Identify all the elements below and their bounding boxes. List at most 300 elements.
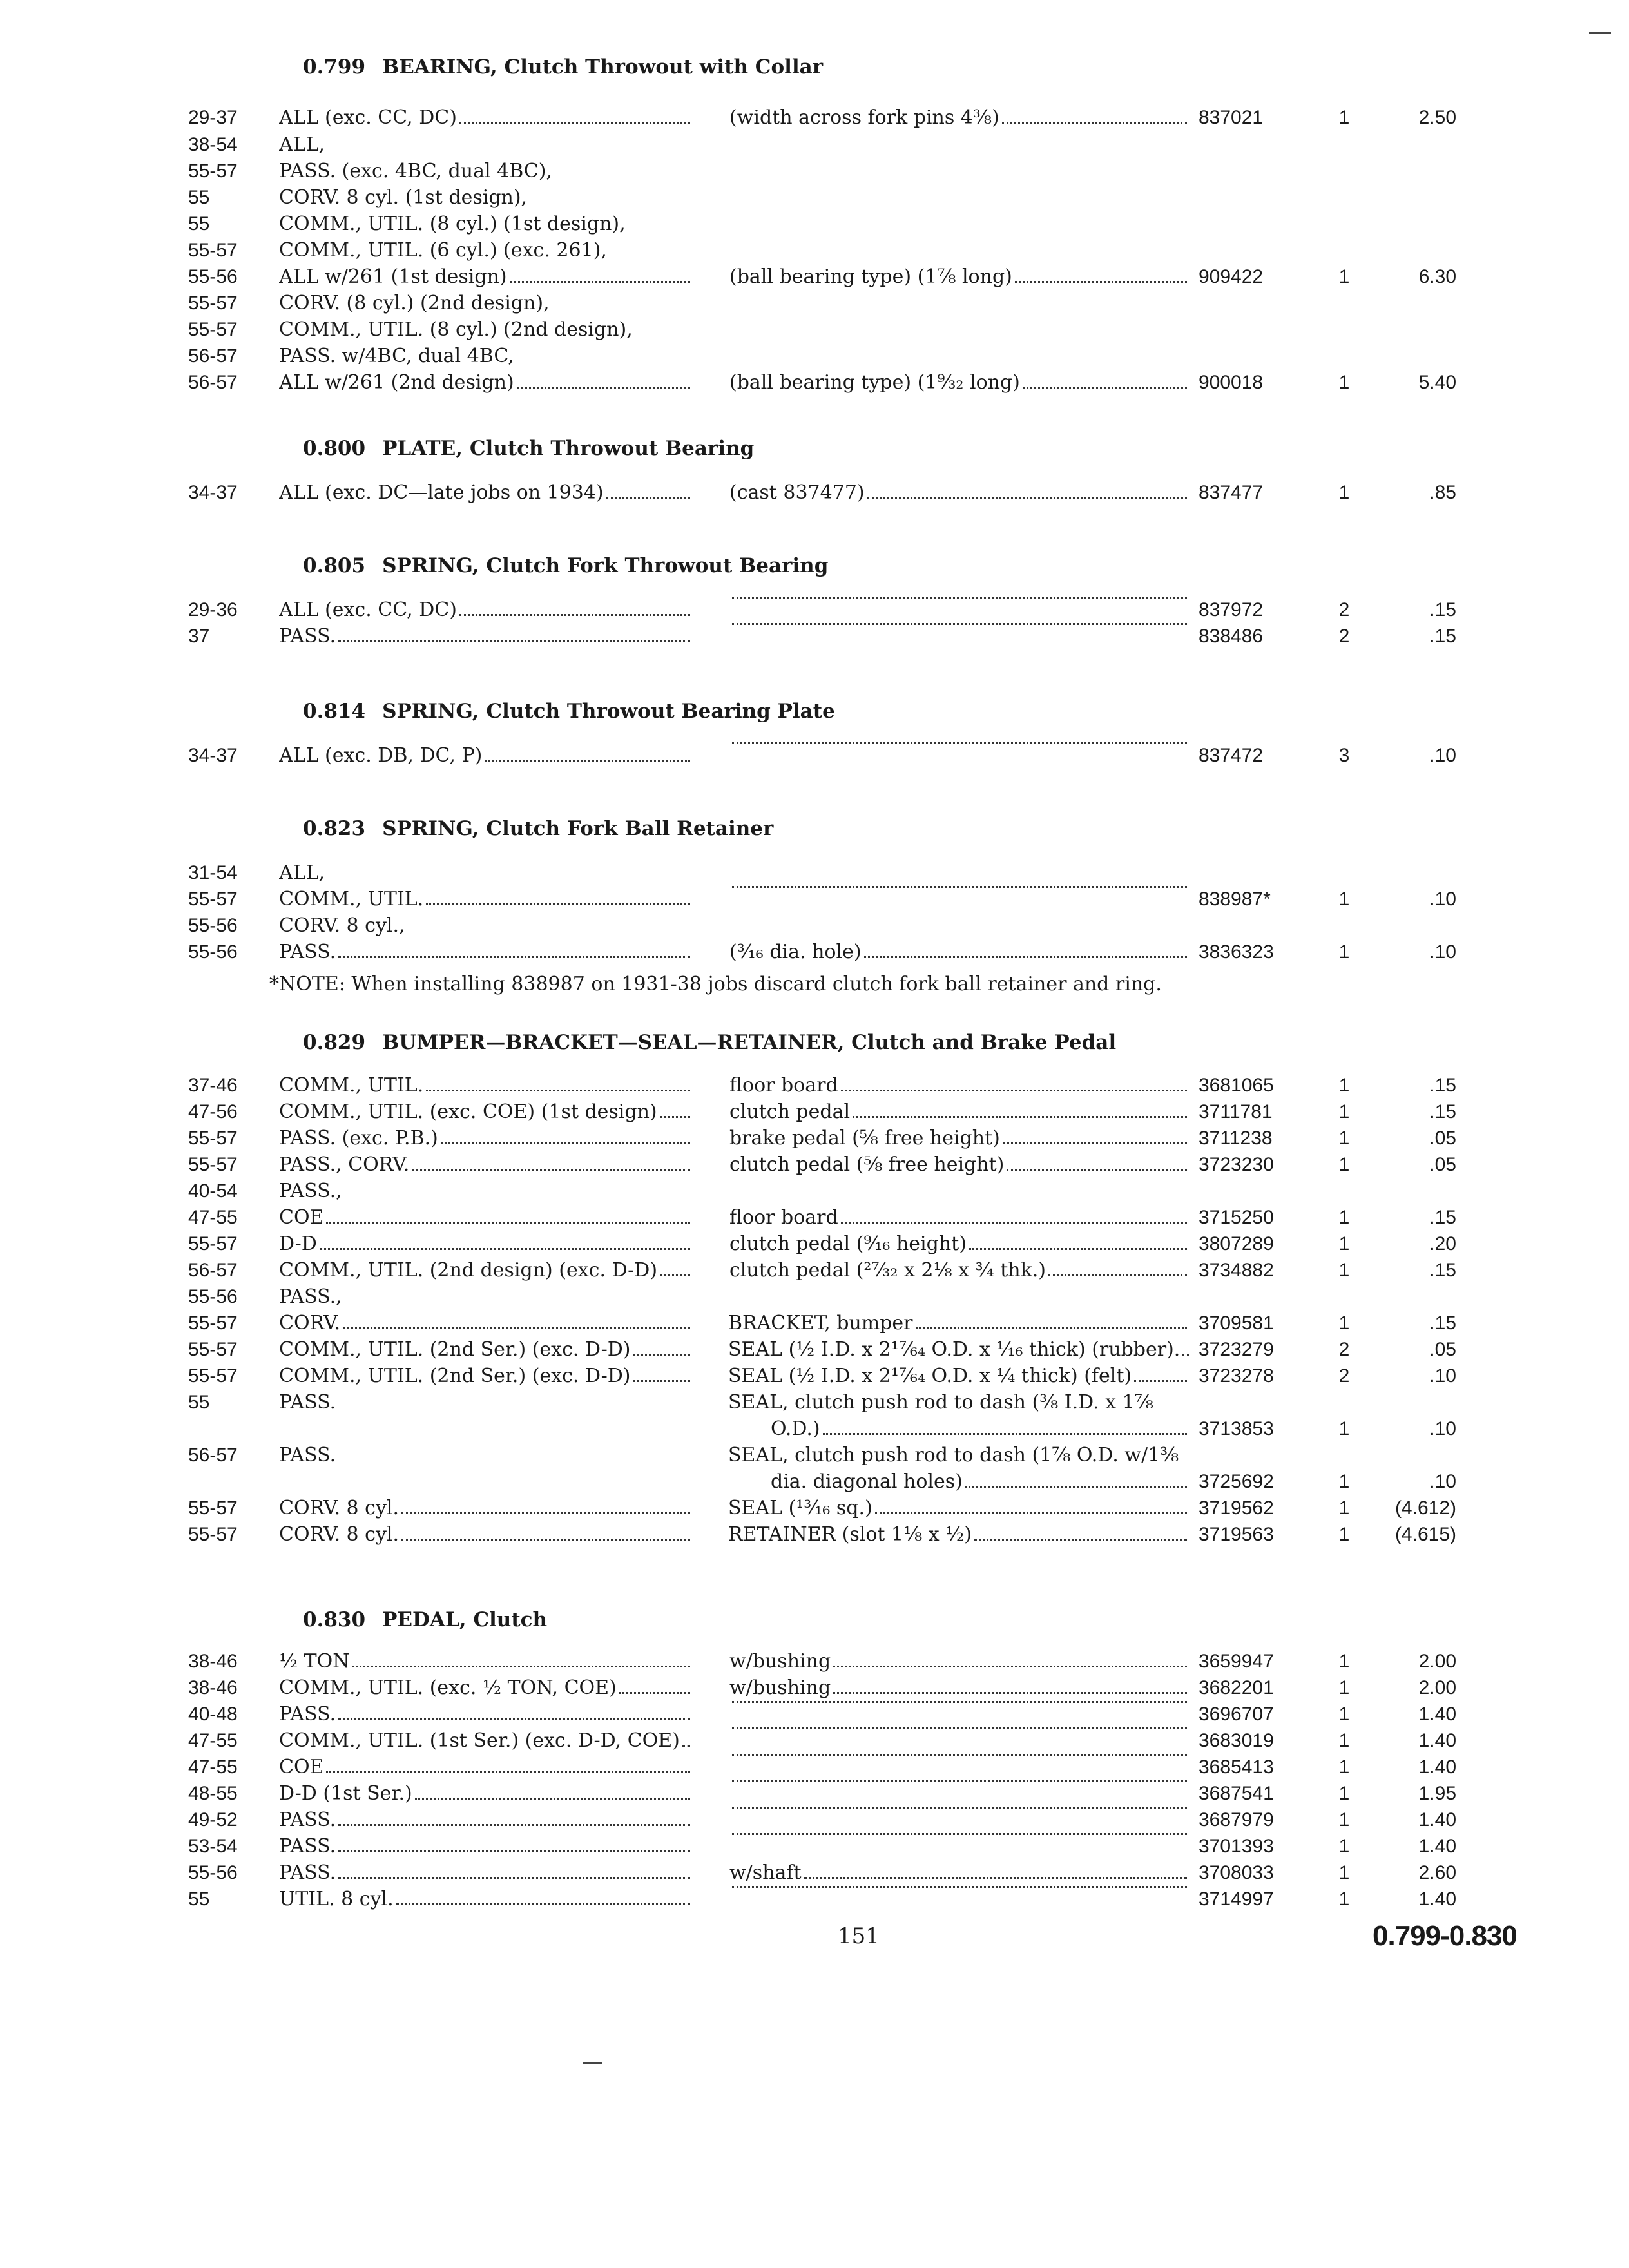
part-number-cell (1199, 343, 1320, 369)
model-cell-text: PASS. (279, 941, 336, 963)
section-title: PLATE, Clutch Throwout Bearing (382, 437, 755, 460)
table-row (0, 1807, 1629, 1833)
section-number: 0.800 (303, 437, 366, 460)
table-row (0, 1442, 1629, 1468)
part-number-cell: 837477 (1199, 482, 1264, 503)
price-cell: 2.50 (1418, 107, 1456, 128)
model-cell (279, 623, 693, 649)
quantity-cell: 1 (1338, 1128, 1350, 1149)
model-cell-text: COE (279, 1206, 324, 1229)
model-cell (279, 1675, 693, 1701)
table-row (0, 1072, 1629, 1099)
part-number-cell: 3709581 (1199, 1312, 1274, 1334)
description-cell (728, 1336, 1190, 1363)
model-cell (279, 264, 693, 290)
part-number-cell: 3715250 (1199, 1207, 1274, 1228)
description-cell (729, 886, 1190, 912)
part-number-cell (1199, 131, 1320, 158)
price-cell: (4.615) (1394, 1524, 1456, 1545)
model-cell-text: COMM., UTIL. (exc. ½ TON, COE) (279, 1677, 617, 1699)
model-cell (279, 1495, 693, 1521)
years-cell: 56-57 (188, 345, 238, 367)
description-cell (729, 1807, 1190, 1833)
price-cell (1385, 211, 1456, 237)
quantity-cell: 1 (1338, 1260, 1350, 1281)
description-cell (729, 1151, 1190, 1178)
price-cell: 1.95 (1418, 1783, 1456, 1804)
price-cell (1385, 184, 1456, 211)
model-cell: PASS., (279, 1285, 342, 1308)
part-number-cell: 3711238 (1199, 1128, 1273, 1149)
description-cell (771, 1416, 1190, 1442)
part-number-cell: 3714997 (1199, 1888, 1274, 1910)
description-cell (729, 104, 1190, 131)
table-row (0, 623, 1629, 649)
description-cell (729, 1860, 1190, 1886)
model-cell (279, 1860, 693, 1886)
section-heading (303, 812, 773, 845)
model-cell-text: ALL (exc. DC—late jobs on 1934) (279, 481, 604, 504)
description-cell (729, 1257, 1190, 1283)
section-number: 0.814 (303, 700, 366, 723)
model-cell: PASS. (279, 1391, 336, 1414)
description-cell (729, 1675, 1190, 1701)
model-cell: COMM., UTIL. (8 cyl.) (1st design), (279, 213, 626, 235)
years-cell: 55-57 (188, 160, 238, 182)
table-row (0, 1257, 1629, 1283)
price-cell (1385, 290, 1456, 316)
price-cell: .05 (1429, 1154, 1456, 1175)
model-cell-text: PASS., CORV. (279, 1153, 410, 1176)
years-cell: 55-57 (188, 1312, 238, 1334)
model-cell: PASS. w/4BC, dual 4BC, (279, 345, 514, 367)
model-cell (279, 1231, 693, 1257)
model-cell (279, 1833, 693, 1860)
years-cell: 55-57 (188, 889, 238, 910)
part-number-cell: 837021 (1199, 107, 1264, 128)
price-cell: .15 (1429, 1260, 1456, 1281)
part-number-cell: 900018 (1199, 372, 1264, 393)
part-number-cell: 3734882 (1199, 1260, 1274, 1281)
model-cell (279, 1807, 693, 1833)
table-row (0, 1886, 1629, 1912)
years-cell: 55 (188, 187, 210, 208)
part-number-cell: 3807289 (1199, 1233, 1274, 1254)
quantity-cell: 3 (1338, 745, 1350, 766)
quantity-cell (1331, 912, 1357, 939)
part-number-cell: 3687979 (1199, 1809, 1274, 1831)
part-number-cell (1199, 158, 1320, 184)
years-cell (188, 1416, 275, 1442)
description-cell-text: clutch pedal (729, 1100, 851, 1123)
quantity-cell: 1 (1338, 1730, 1350, 1751)
description-cell-text: clutch pedal (⅝ free height) (729, 1153, 1005, 1176)
quantity-cell: 1 (1338, 1862, 1350, 1883)
description-cell-text: clutch pedal (⁹⁄₁₆ height) (729, 1233, 967, 1255)
quantity-cell: 2 (1338, 626, 1350, 647)
quantity-cell (1331, 1283, 1357, 1310)
years-cell (188, 1468, 275, 1495)
years-cell: 38-46 (188, 1677, 238, 1698)
table-row (0, 104, 1629, 131)
price-cell: 2.00 (1418, 1677, 1456, 1698)
quantity-cell (1331, 184, 1357, 211)
description-cell (729, 597, 1190, 623)
description-cell-text: (³⁄₁₆ dia. hole) (729, 941, 862, 963)
price-cell (1385, 1178, 1456, 1204)
table-row (0, 1099, 1629, 1125)
years-cell: 55-57 (188, 293, 238, 314)
part-number-cell: 3723278 (1199, 1365, 1274, 1387)
description-cell (729, 1886, 1190, 1912)
table-row (0, 184, 1629, 211)
years-cell: 55 (188, 213, 210, 235)
model-cell (279, 104, 693, 131)
quantity-cell: 2 (1338, 1365, 1350, 1387)
model-cell-text: PASS. (279, 1809, 336, 1831)
quantity-cell: 1 (1338, 1075, 1350, 1096)
years-cell: 40-48 (188, 1704, 238, 1725)
table-row (0, 1416, 1629, 1442)
model-cell-text: PASS. (279, 1703, 336, 1725)
price-cell: 5.40 (1418, 372, 1456, 393)
quantity-cell: 1 (1338, 1207, 1350, 1228)
model-cell-text: PASS. (279, 1835, 336, 1858)
description-cell-text: floor board (729, 1074, 838, 1097)
description-cell-text: (ball bearing type) (1⅞ long) (729, 265, 1012, 288)
price-cell: .10 (1429, 1471, 1456, 1492)
model-cell (279, 742, 693, 769)
part-number-cell (1199, 860, 1320, 886)
description-cell (729, 623, 1190, 649)
description-cell-text: SEAL (½ I.D. x 2¹⁷⁄₆₄ O.D. x ¼ thick) (felt) (728, 1365, 1132, 1387)
model-cell: ALL, (279, 133, 325, 156)
description-cell-text: floor board (729, 1206, 838, 1229)
quantity-cell (1331, 1442, 1357, 1468)
section-number: 0.830 (303, 1608, 366, 1631)
description-cell (771, 1468, 1190, 1495)
price-cell (1385, 316, 1456, 343)
years-cell: 55-57 (188, 1154, 238, 1175)
quantity-cell: 2 (1338, 599, 1350, 620)
price-cell: .10 (1429, 745, 1456, 766)
description-cell-text: (ball bearing type) (1⁹⁄₃₂ long) (729, 371, 1020, 394)
years-cell: 55-57 (188, 1128, 238, 1149)
price-cell: .15 (1429, 1075, 1456, 1096)
quantity-cell: 1 (1338, 1783, 1350, 1804)
years-cell: 56-57 (188, 1260, 238, 1281)
table-row (0, 860, 1629, 886)
price-cell: 1.40 (1418, 1730, 1456, 1751)
part-number-cell: 3836323 (1199, 941, 1274, 963)
part-number-cell: 838987* (1199, 889, 1271, 910)
quantity-cell (1331, 237, 1357, 264)
description-cell (729, 1099, 1190, 1125)
description-cell-text: (cast 837477) (729, 481, 865, 504)
section-title: BUMPER—BRACKET—SEAL—RETAINER, Clutch and Brake Pedal (382, 1031, 1117, 1054)
years-cell: 53-54 (188, 1836, 238, 1857)
part-number-cell: 3713853 (1199, 1418, 1274, 1439)
part-number-cell (1199, 290, 1320, 316)
model-cell (279, 1363, 693, 1389)
quantity-cell (1331, 860, 1357, 886)
table-row (0, 158, 1629, 184)
table-row (0, 742, 1629, 769)
price-cell: .20 (1429, 1233, 1456, 1254)
part-number-cell: 3723230 (1199, 1154, 1274, 1175)
model-cell (279, 1701, 693, 1727)
model-cell-text: COMM., UTIL. (1st Ser.) (exc. D-D, COE) (279, 1729, 680, 1752)
description-cell (729, 1204, 1190, 1231)
years-cell: 55-56 (188, 266, 238, 287)
years-cell: 38-46 (188, 1651, 238, 1672)
price-cell: .05 (1429, 1339, 1456, 1360)
model-cell-text: ALL w/261 (2nd design) (279, 371, 514, 394)
description-cell (729, 1754, 1190, 1780)
model-cell-text: COMM., UTIL. (2nd Ser.) (exc. D-D) (279, 1365, 631, 1387)
quantity-cell: 1 (1338, 941, 1350, 963)
section-number: 0.799 (303, 55, 366, 79)
model-cell-text: COMM., UTIL. (2nd Ser.) (exc. D-D) (279, 1338, 631, 1361)
price-cell (1385, 131, 1456, 158)
quantity-cell: 1 (1338, 889, 1350, 910)
part-number-cell: 3685413 (1199, 1756, 1274, 1778)
table-row (0, 1310, 1629, 1336)
description-cell (729, 742, 1190, 769)
part-number-cell: 3725692 (1199, 1471, 1274, 1492)
model-cell (279, 1099, 693, 1125)
part-number-cell: 3719563 (1199, 1524, 1274, 1545)
part-number-cell: 3683019 (1199, 1730, 1274, 1751)
model-cell-text: CORV. (279, 1312, 341, 1334)
part-number-cell (1199, 237, 1320, 264)
model-cell-text: ALL (exc. DB, DC, P) (279, 744, 483, 767)
quantity-cell (1331, 158, 1357, 184)
model-cell-text: COMM., UTIL. (exc. COE) (1st design) (279, 1100, 657, 1123)
quantity-cell (1331, 1178, 1357, 1204)
description-cell-text: (width across fork pins 4⅜) (729, 106, 999, 129)
section-number: 0.823 (303, 817, 366, 840)
quantity-cell: 1 (1338, 266, 1350, 287)
part-number-cell: 3687541 (1199, 1783, 1274, 1804)
quantity-cell: 1 (1338, 1154, 1350, 1175)
table-row (0, 1727, 1629, 1754)
years-cell: 55-56 (188, 915, 238, 936)
model-cell (279, 1257, 693, 1283)
quantity-cell: 1 (1338, 1704, 1350, 1725)
description-cell-text: SEAL (½ I.D. x 2¹⁷⁄₆₄ O.D. x ¹⁄₁₆ thick) (rubber). (728, 1338, 1181, 1361)
model-cell (279, 479, 693, 506)
model-cell: PASS. (279, 1444, 336, 1466)
part-number-cell: 909422 (1199, 266, 1264, 287)
model-cell (279, 1521, 693, 1548)
part-number-cell (1199, 211, 1320, 237)
quantity-cell: 1 (1338, 1233, 1350, 1254)
model-cell (279, 886, 693, 912)
quantity-cell (1331, 316, 1357, 343)
table-row (0, 1468, 1629, 1495)
price-cell (1385, 158, 1456, 184)
years-cell: 55-56 (188, 941, 238, 963)
price-cell: .10 (1429, 1418, 1456, 1439)
price-cell (1385, 1389, 1456, 1416)
table-row (0, 1833, 1629, 1860)
table-row (0, 1178, 1629, 1204)
quantity-cell (1331, 1389, 1357, 1416)
part-number-cell: 3681065 (1199, 1075, 1274, 1096)
section-number: 0.805 (303, 554, 366, 577)
years-cell: 47-56 (188, 1101, 238, 1122)
years-cell: 47-55 (188, 1730, 238, 1751)
description-cell-text: brake pedal (⅝ free height) (729, 1127, 1000, 1149)
section-heading (303, 695, 835, 728)
quantity-cell: 1 (1338, 1418, 1350, 1439)
table-row (0, 369, 1629, 396)
years-cell: 34-37 (188, 745, 238, 766)
model-cell-text: COMM., UTIL. (279, 1074, 424, 1097)
description-cell-text: w/bushing (729, 1677, 831, 1699)
price-cell: .05 (1429, 1128, 1456, 1149)
years-cell: 55-56 (188, 1862, 238, 1883)
model-cell-text: UTIL. 8 cyl. (279, 1888, 394, 1910)
model-cell-text: COE (279, 1756, 324, 1778)
model-cell-text: ALL (exc. CC, DC) (279, 599, 457, 621)
description-cell-text: SEAL (¹³⁄₁₆ sq.) (728, 1497, 872, 1519)
years-cell: 55-57 (188, 319, 238, 340)
table-row (0, 1204, 1629, 1231)
quantity-cell (1331, 211, 1357, 237)
part-number-cell: 3723279 (1199, 1339, 1274, 1360)
years-cell: 49-52 (188, 1809, 238, 1831)
table-row (0, 1231, 1629, 1257)
model-cell: COMM., UTIL. (6 cyl.) (exc. 261), (279, 239, 607, 262)
part-number-cell: 3682201 (1199, 1677, 1274, 1698)
table-row (0, 1860, 1629, 1886)
model-cell: COMM., UTIL. (8 cyl.) (2nd design), (279, 318, 633, 341)
section-heading (303, 549, 828, 582)
table-row (0, 1675, 1629, 1701)
quantity-cell: 1 (1338, 107, 1350, 128)
part-number-cell (1199, 184, 1320, 211)
table-row (0, 1125, 1629, 1151)
model-cell (279, 1780, 693, 1807)
table-row (0, 1780, 1629, 1807)
table-row (0, 479, 1629, 506)
model-cell (279, 1886, 693, 1912)
model-cell-text: D-D (1st Ser.) (279, 1782, 412, 1805)
price-cell: 1.40 (1418, 1836, 1456, 1857)
table-row (0, 912, 1629, 939)
price-cell: .15 (1429, 626, 1456, 647)
table-row (0, 1363, 1629, 1389)
table-row (0, 1389, 1629, 1416)
table-row (0, 237, 1629, 264)
table-row (0, 343, 1629, 369)
years-cell: 55-57 (188, 1524, 238, 1545)
description-cell (729, 1701, 1190, 1727)
model-cell: CORV. 8 cyl., (279, 914, 405, 937)
model-cell (279, 597, 693, 623)
quantity-cell: 1 (1338, 1497, 1350, 1519)
table-row (0, 1648, 1629, 1675)
price-cell: 2.60 (1418, 1862, 1456, 1883)
model-cell: PASS., (279, 1180, 342, 1202)
price-cell (1385, 912, 1456, 939)
years-cell: 29-37 (188, 107, 238, 128)
part-number-cell (1199, 912, 1320, 939)
model-cell-text: PASS. (279, 1861, 336, 1884)
quantity-cell: 1 (1338, 1524, 1350, 1545)
table-row (0, 1151, 1629, 1178)
price-cell: .15 (1429, 1101, 1456, 1122)
description-cell-text: clutch pedal (²⁷⁄₃₂ x 2⅛ x ¾ thk.) (729, 1259, 1046, 1282)
description-cell (729, 1833, 1190, 1860)
model-cell-text: D-D (279, 1233, 317, 1255)
section-title: PEDAL, Clutch (382, 1608, 548, 1631)
quantity-cell: 1 (1338, 1101, 1350, 1122)
description-cell-text: BRACKET, bumper (728, 1312, 913, 1334)
price-cell: 1.40 (1418, 1756, 1456, 1778)
years-cell: 31-54 (188, 862, 238, 883)
price-cell: .10 (1429, 889, 1456, 910)
model-cell (279, 1204, 693, 1231)
section-heading (303, 50, 823, 84)
description-cell (728, 1521, 1190, 1548)
section-title: SPRING, Clutch Fork Ball Retainer (382, 817, 774, 840)
price-cell: .15 (1429, 599, 1456, 620)
model-cell: PASS. (exc. 4BC, dual 4BC), (279, 160, 552, 182)
table-row (0, 264, 1629, 290)
part-number-cell: 3659947 (1199, 1651, 1274, 1672)
years-cell: 55-57 (188, 240, 238, 261)
quantity-cell (1331, 131, 1357, 158)
price-cell: .15 (1429, 1207, 1456, 1228)
description-cell (729, 1780, 1190, 1807)
model-cell-text: CORV. 8 cyl. (279, 1523, 400, 1546)
description-cell-text: w/shaft (729, 1861, 802, 1884)
scan-mark (1589, 32, 1611, 34)
section-heading (303, 432, 754, 465)
description-cell-text: RETAINER (slot 1⅛ x ½) (728, 1523, 972, 1546)
model-cell-text: COMM., UTIL. (2nd design) (exc. D-D) (279, 1259, 658, 1282)
part-number-cell (1199, 1283, 1320, 1310)
section-heading (303, 1603, 547, 1637)
model-cell (279, 939, 693, 965)
table-row (0, 290, 1629, 316)
years-cell: 55-57 (188, 1339, 238, 1360)
years-cell: 47-55 (188, 1207, 238, 1228)
model-cell: CORV. 8 cyl. (1st design), (279, 186, 528, 209)
table-row (0, 1495, 1629, 1521)
model-cell (279, 1072, 693, 1099)
model-cell (279, 1754, 693, 1780)
quantity-cell: 1 (1338, 1756, 1350, 1778)
price-cell: 1.40 (1418, 1704, 1456, 1725)
table-row (0, 1754, 1629, 1780)
table-row (0, 1521, 1629, 1548)
table-row (0, 886, 1629, 912)
table-row (0, 1701, 1629, 1727)
model-cell-text: CORV. 8 cyl. (279, 1497, 400, 1519)
quantity-cell: 1 (1338, 1809, 1350, 1831)
years-cell: 55 (188, 1888, 210, 1910)
description-cell (729, 369, 1190, 396)
years-cell: 47-55 (188, 1756, 238, 1778)
section-title: SPRING, Clutch Throwout Bearing Plate (382, 700, 835, 723)
part-number-cell (1199, 1178, 1320, 1204)
quantity-cell: 1 (1338, 1312, 1350, 1334)
table-row (0, 211, 1629, 237)
